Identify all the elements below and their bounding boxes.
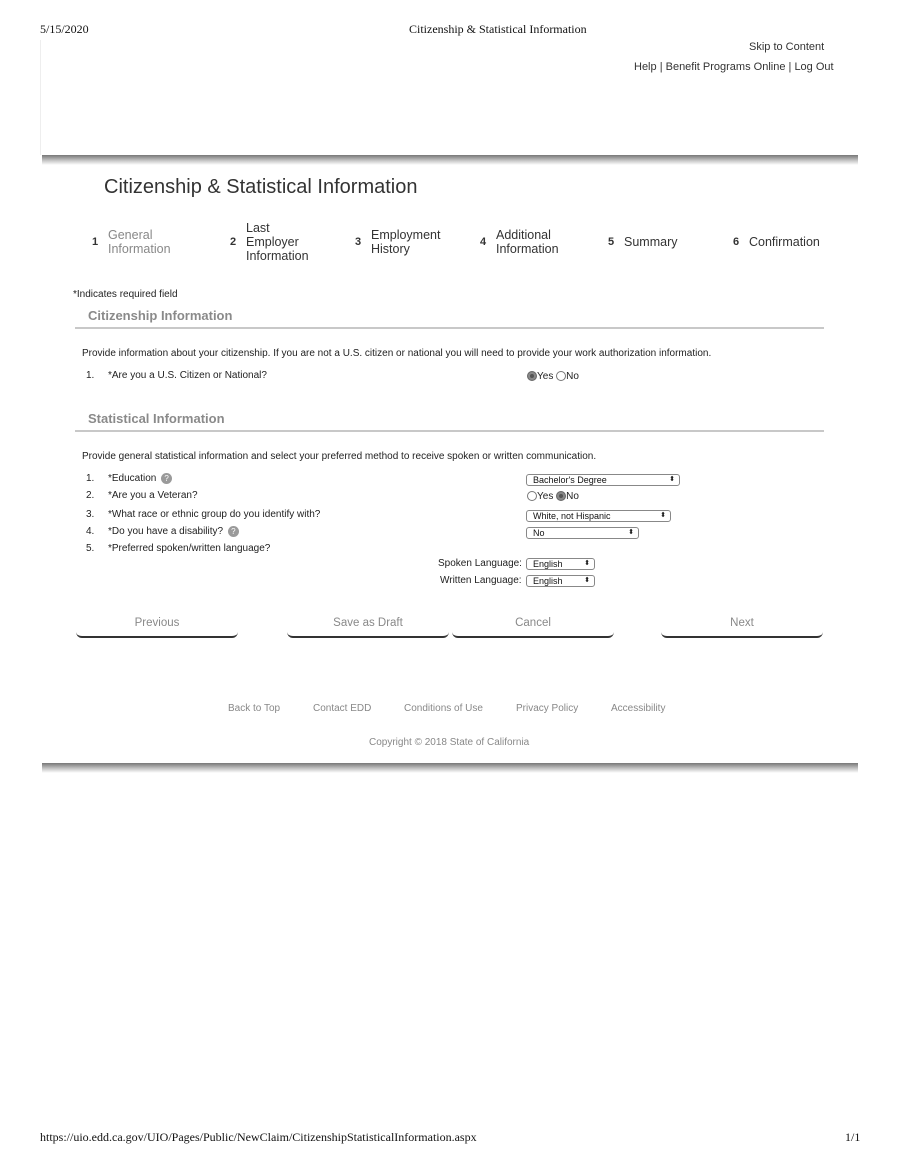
radio-label-no: No [566, 491, 579, 502]
privacy-policy-link[interactable]: Privacy Policy [516, 703, 579, 714]
accessibility-link[interactable]: Accessibility [611, 703, 666, 714]
step-label: Last Employer Information [246, 221, 309, 263]
step-label: General Information [108, 228, 171, 256]
race-select[interactable] [526, 510, 671, 522]
help-icon[interactable]: ? [161, 473, 172, 484]
banner-edge [40, 40, 41, 155]
step-number: 3 [354, 236, 362, 248]
race-selected-value: White, not Hispanic [533, 511, 611, 521]
radio-label-yes: Yes [537, 491, 554, 502]
veteran-radio-group [527, 491, 579, 502]
logout-link[interactable]: Log Out [794, 61, 834, 73]
radio-label-yes: Yes [537, 371, 554, 382]
copyright: Copyright © 2018 State of California [369, 737, 530, 748]
step-label: Employment History [371, 228, 441, 256]
conditions-of-use-link[interactable]: Conditions of Use [404, 703, 483, 714]
step-confirmation [727, 220, 820, 264]
header-shadow [42, 155, 858, 165]
step-summary [602, 220, 677, 264]
citizen-no-radio[interactable] [556, 371, 566, 381]
print-url: https://uio.edd.ca.gov/UIO/Pages/Public/NewClaim/CitizenshipStatisticalInformation.aspx [40, 1130, 477, 1144]
radio-label-no: No [566, 371, 579, 382]
section-divider [75, 327, 824, 329]
spoken-language-label: Spoken Language: [438, 558, 522, 569]
spoken-language-select[interactable] [526, 558, 595, 570]
statistical-section-header: Statistical Information [88, 411, 225, 426]
question-number: 2. [86, 490, 95, 501]
veteran-yes-radio[interactable] [527, 491, 537, 501]
help-icon[interactable]: ? [228, 526, 239, 537]
question-number: 3. [86, 509, 95, 520]
citizen-radio-group [527, 371, 579, 382]
written-language-select[interactable] [526, 575, 595, 587]
citizen-question-label: *Are you a U.S. Citizen or National? [108, 370, 267, 381]
education-selected-value: Bachelor's Degree [533, 475, 607, 485]
save-draft-button[interactable]: Save as Draft [287, 612, 449, 638]
section-divider [75, 430, 824, 432]
next-button[interactable]: Next [661, 612, 823, 638]
print-title: Citizenship & Statistical Information [409, 22, 587, 36]
contact-edd-link[interactable]: Contact EDD [313, 703, 372, 714]
step-number: 2 [229, 236, 237, 248]
required-field-note: *Indicates required field [73, 289, 178, 300]
spoken-language-value: English [533, 559, 563, 569]
disability-label: *Do you have a disability? [108, 526, 224, 538]
language-question-label: *Preferred spoken/written language? [108, 543, 271, 554]
cancel-button[interactable]: Cancel [452, 612, 614, 638]
footer-shadow [42, 763, 858, 773]
citizenship-section-header: Citizenship Information [88, 308, 233, 323]
education-select[interactable] [526, 474, 680, 486]
page-title: Citizenship & Statistical Information [104, 176, 418, 198]
previous-button[interactable]: Previous [76, 612, 238, 638]
education-label: *Education [108, 473, 157, 485]
select-arrow-icon: ⬍ [628, 529, 634, 536]
statistical-intro: Provide general statistical information and select your preferred method to receive spoken or written communication. [82, 451, 597, 462]
question-number: 4. [86, 526, 95, 537]
disability-selected-value: No [533, 528, 545, 538]
benefit-programs-link[interactable]: Benefit Programs Online [665, 61, 786, 73]
veteran-question-label: *Are you a Veteran? [108, 490, 198, 501]
step-number: 5 [607, 236, 615, 248]
step-number: 4 [479, 236, 487, 248]
step-number: 1 [91, 236, 99, 248]
step-last-employer [224, 220, 309, 264]
veteran-no-radio[interactable] [556, 491, 566, 501]
back-to-top-link[interactable]: Back to Top [228, 703, 281, 714]
help-link[interactable]: Help [634, 61, 657, 73]
step-label: Additional Information [496, 228, 559, 256]
print-date: 5/15/2020 [40, 22, 89, 36]
step-label: Summary [624, 235, 678, 249]
step-number: 6 [732, 236, 740, 248]
select-arrow-icon: ⬍ [669, 476, 675, 483]
citizenship-intro: Provide information about your citizenship. If you are not a U.S. citizen or national you will need to provide your work authorization information. [82, 348, 712, 359]
race-question-label: *What race or ethnic group do you identify with? [108, 509, 321, 520]
written-language-label: Written Language: [440, 575, 522, 586]
disability-select[interactable] [526, 527, 639, 539]
print-page-number: 1/1 [845, 1130, 861, 1144]
question-number: 5. [86, 543, 95, 554]
skip-to-content-link[interactable]: Skip to Content [749, 41, 825, 53]
step-additional-information [474, 220, 559, 264]
nav-separator: | [659, 61, 663, 73]
select-arrow-icon: ⬍ [584, 560, 590, 567]
citizen-yes-radio[interactable] [527, 371, 537, 381]
written-language-value: English [533, 576, 563, 586]
nav-separator: | [788, 61, 792, 73]
select-arrow-icon: ⬍ [660, 512, 666, 519]
utility-nav [634, 61, 834, 73]
question-number: 1. [86, 473, 95, 484]
step-general-information [86, 220, 171, 264]
select-arrow-icon: ⬍ [584, 577, 590, 584]
disability-question [108, 526, 239, 537]
education-question [108, 473, 172, 484]
step-employment-history [349, 220, 440, 264]
question-number: 1. [86, 370, 95, 381]
step-label: Confirmation [749, 235, 820, 249]
